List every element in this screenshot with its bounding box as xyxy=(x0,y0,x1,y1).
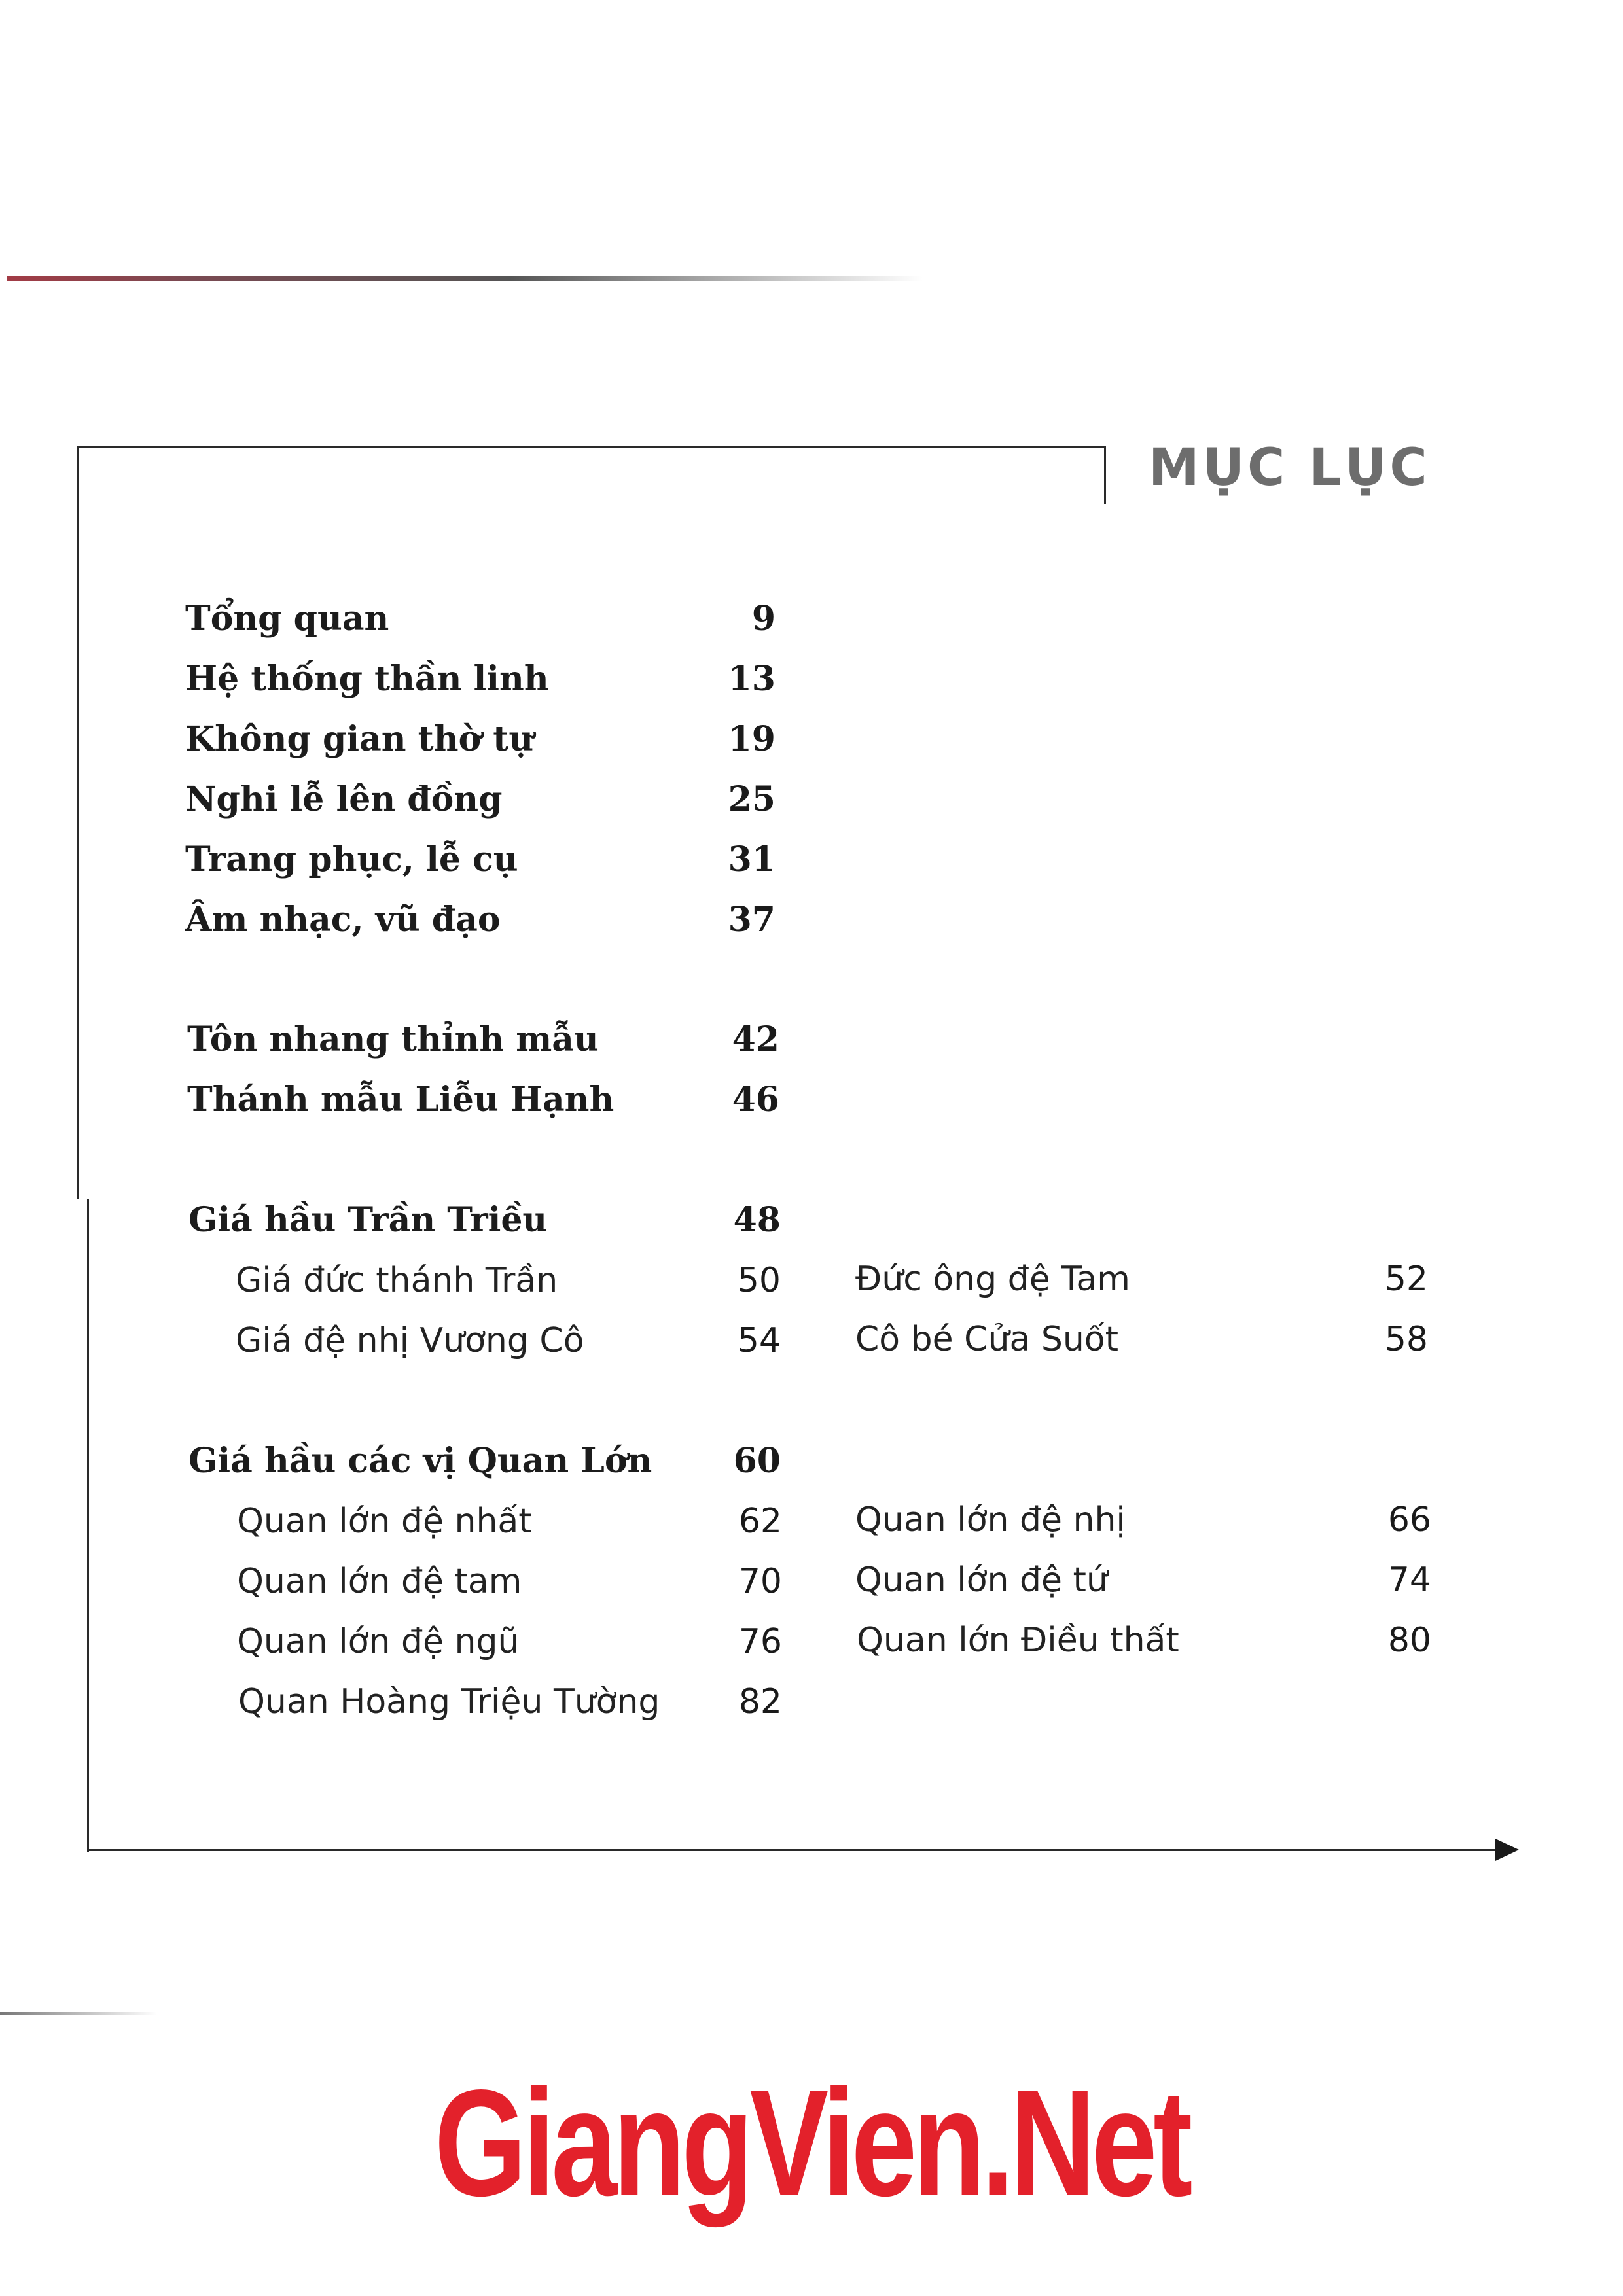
frame-title-divider xyxy=(1104,446,1106,504)
toc-subentry-label: Quan lớn đệ nhị xyxy=(855,1500,1126,1540)
toc-subentry-page: 58 xyxy=(1384,1320,1428,1359)
toc-entry-label: Tôn nhang thỉnh mẫu xyxy=(187,1019,599,1059)
arrow-right-icon xyxy=(1495,1839,1519,1861)
toc-entry-label: Trang phục, lễ cụ xyxy=(185,839,518,879)
toc-section-heading: Giá hầu các vị Quan Lớn xyxy=(188,1441,652,1481)
toc-subentry-label: Đức ông đệ Tam xyxy=(855,1260,1130,1299)
toc-subentry-label: Quan lớn đệ tứ xyxy=(855,1561,1108,1600)
top-decorative-rule xyxy=(7,276,923,281)
toc-subentry-label: Cô bé Cửa Suốt xyxy=(855,1320,1119,1359)
toc-entry-page: 37 xyxy=(728,900,776,940)
watermark-text: GiangVien.Net xyxy=(434,2058,1189,2228)
toc-subentry-page: 74 xyxy=(1387,1561,1431,1600)
toc-entry-page: 25 xyxy=(728,779,776,819)
toc-entry-page: 46 xyxy=(732,1080,779,1120)
page-title: MỤC LỤC xyxy=(1149,438,1431,497)
toc-subentry-label: Quan lớn Điều thất xyxy=(857,1621,1179,1660)
toc-subentry-page: 82 xyxy=(738,1682,782,1722)
toc-subentry-page: 80 xyxy=(1387,1621,1431,1660)
bottom-decorative-rule xyxy=(0,2012,157,2015)
toc-entry-label: Hệ thống thần linh xyxy=(185,659,549,699)
toc-subentry-label: Quan lớn đệ nhất xyxy=(237,1502,532,1541)
toc-entry-page: 13 xyxy=(728,659,776,699)
toc-entry-page: 31 xyxy=(728,839,776,879)
toc-entry-label: Tổng quan xyxy=(185,599,389,639)
frame-top-line xyxy=(77,446,1106,448)
toc-subentry-page: 76 xyxy=(738,1622,782,1661)
toc-subentry-page: 50 xyxy=(737,1261,781,1300)
toc-section-heading: Giá hầu Trần Triều xyxy=(188,1200,548,1240)
frame-bottom-line xyxy=(87,1849,1497,1851)
toc-subentry-label: Quan lớn đệ ngũ xyxy=(237,1622,520,1661)
toc-subentry-page: 62 xyxy=(738,1502,782,1541)
toc-subentry-page: 54 xyxy=(737,1321,781,1360)
toc-section-page: 48 xyxy=(733,1200,781,1240)
toc-entry-page: 9 xyxy=(751,599,776,639)
toc-entry-page: 42 xyxy=(732,1019,779,1059)
toc-subentry-page: 66 xyxy=(1387,1500,1431,1540)
toc-subentry-page: 70 xyxy=(738,1562,782,1601)
frame-left-line-lower xyxy=(87,1199,89,1852)
toc-subentry-label: Giá đệ nhị Vương Cô xyxy=(236,1321,584,1360)
toc-entry-label: Âm nhạc, vũ đạo xyxy=(185,900,501,940)
toc-section-page: 60 xyxy=(733,1441,781,1481)
toc-entry-page: 19 xyxy=(728,719,776,759)
frame-left-line xyxy=(77,446,79,1199)
toc-subentry-page: 52 xyxy=(1384,1260,1428,1299)
toc-subentry-label: Quan Hoàng Triệu Tường xyxy=(238,1682,660,1722)
toc-entry-label: Nghi lễ lên đồng xyxy=(185,779,503,819)
toc-entry-label: Thánh mẫu Liễu Hạnh xyxy=(187,1080,615,1120)
toc-subentry-label: Giá đức thánh Trần xyxy=(236,1261,558,1300)
toc-subentry-label: Quan lớn đệ tam xyxy=(237,1562,522,1601)
toc-entry-label: Không gian thờ tự xyxy=(185,719,534,759)
